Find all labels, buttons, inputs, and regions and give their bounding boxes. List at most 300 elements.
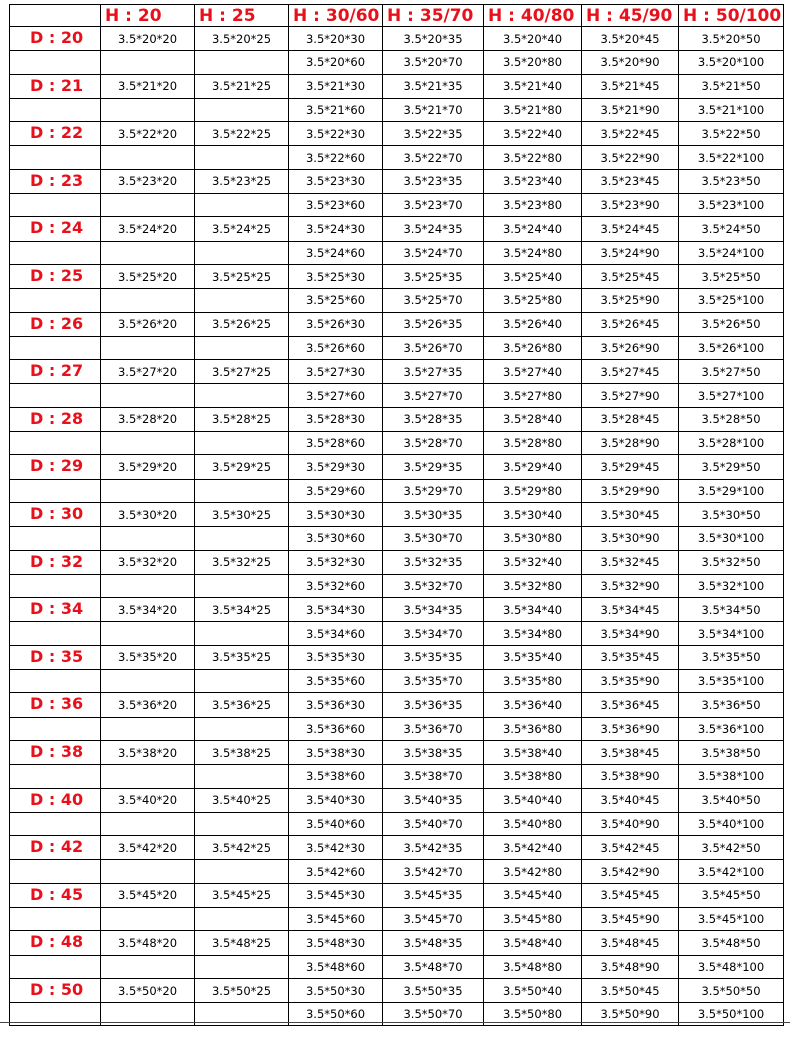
spec-cell: 3.5*23*20	[101, 169, 195, 193]
spec-cell: 3.5*34*80	[484, 622, 582, 645]
spec-cell: 3.5*27*25	[195, 360, 289, 384]
spec-cell	[101, 241, 195, 264]
spec-cell: 3.5*35*80	[484, 670, 582, 693]
table-row	[10, 122, 784, 146]
spec-cell: 3.5*22*70	[383, 146, 484, 169]
diameter-label: D : 48	[10, 931, 101, 955]
spec-cell: 3.5*29*30	[289, 455, 383, 479]
spec-cell: 3.5*22*35	[383, 122, 484, 146]
spec-cell: 3.5*23*50	[679, 169, 784, 193]
spec-cell: 3.5*45*50	[679, 883, 784, 907]
spec-cell: 3.5*35*40	[484, 645, 582, 669]
spec-cell: 3.5*21*90	[582, 98, 679, 121]
spec-cell: 3.5*26*90	[582, 336, 679, 359]
spec-cell: 3.5*23*35	[383, 169, 484, 193]
spec-cell: 3.5*30*40	[484, 502, 582, 526]
spec-cell: 3.5*36*30	[289, 693, 383, 717]
spec-cell: 3.5*34*60	[289, 622, 383, 645]
spec-cell: 3.5*30*100	[679, 527, 784, 550]
spec-cell	[101, 527, 195, 550]
spec-cell: 3.5*25*50	[679, 264, 784, 288]
column-header: H : 25	[195, 5, 289, 27]
spec-cell: 3.5*29*50	[679, 455, 784, 479]
spec-cell: 3.5*50*100	[679, 1003, 784, 1026]
page-bottom-rule	[0, 1022, 790, 1023]
blank-cell	[10, 622, 101, 645]
spec-cell: 3.5*20*100	[679, 51, 784, 74]
spec-cell: 3.5*27*20	[101, 360, 195, 384]
header-corner	[10, 5, 101, 27]
spec-cell: 3.5*29*100	[679, 479, 784, 502]
spec-cell: 3.5*24*20	[101, 217, 195, 241]
spec-cell: 3.5*42*20	[101, 836, 195, 860]
spec-cell: 3.5*40*25	[195, 788, 289, 812]
spec-cell: 3.5*30*50	[679, 502, 784, 526]
spec-cell: 3.5*48*35	[383, 931, 484, 955]
table-body	[10, 27, 784, 1026]
spec-cell: 3.5*22*30	[289, 122, 383, 146]
spec-cell	[195, 955, 289, 978]
blank-cell	[10, 907, 101, 930]
spec-cell	[195, 51, 289, 74]
spec-cell: 3.5*25*25	[195, 264, 289, 288]
spec-cell: 3.5*27*30	[289, 360, 383, 384]
column-header: H : 40/80	[484, 5, 582, 27]
spec-cell: 3.5*23*70	[383, 194, 484, 217]
spec-cell: 3.5*34*70	[383, 622, 484, 645]
spec-cell: 3.5*32*60	[289, 574, 383, 597]
blank-cell	[10, 717, 101, 740]
spec-cell: 3.5*28*60	[289, 432, 383, 455]
spec-cell: 3.5*25*40	[484, 264, 582, 288]
spec-cell	[101, 717, 195, 740]
spec-cell: 3.5*26*25	[195, 312, 289, 336]
table-row	[10, 51, 784, 74]
column-header: H : 30/60	[289, 5, 383, 27]
spec-cell: 3.5*20*40	[484, 27, 582, 51]
spec-cell: 3.5*26*50	[679, 312, 784, 336]
spec-cell: 3.5*29*80	[484, 479, 582, 502]
spec-cell	[195, 479, 289, 502]
spec-cell: 3.5*23*40	[484, 169, 582, 193]
table-row	[10, 27, 784, 51]
spec-cell: 3.5*50*35	[383, 978, 484, 1002]
spec-cell	[101, 432, 195, 455]
spec-cell: 3.5*26*70	[383, 336, 484, 359]
spec-cell: 3.5*40*100	[679, 812, 784, 835]
spec-cell: 3.5*40*80	[484, 812, 582, 835]
spec-cell: 3.5*30*30	[289, 502, 383, 526]
spec-cell: 3.5*29*35	[383, 455, 484, 479]
table-row	[10, 74, 784, 98]
spec-cell: 3.5*36*40	[484, 693, 582, 717]
spec-cell: 3.5*48*25	[195, 931, 289, 955]
spec-cell: 3.5*38*80	[484, 765, 582, 788]
spec-cell: 3.5*38*45	[582, 740, 679, 764]
spec-cell: 3.5*42*90	[582, 860, 679, 883]
table-row	[10, 836, 784, 860]
blank-cell	[10, 479, 101, 502]
spec-cell: 3.5*42*80	[484, 860, 582, 883]
spec-cell: 3.5*29*40	[484, 455, 582, 479]
blank-cell	[10, 146, 101, 169]
spec-cell: 3.5*20*80	[484, 51, 582, 74]
spec-cell: 3.5*25*35	[383, 264, 484, 288]
table-row	[10, 622, 784, 645]
table-row	[10, 598, 784, 622]
spec-cell	[101, 907, 195, 930]
table-row	[10, 241, 784, 264]
spec-cell: 3.5*42*50	[679, 836, 784, 860]
spec-cell: 3.5*24*70	[383, 241, 484, 264]
spec-cell: 3.5*45*35	[383, 883, 484, 907]
spec-cell: 3.5*21*20	[101, 74, 195, 98]
spec-cell: 3.5*35*100	[679, 670, 784, 693]
spec-cell: 3.5*20*35	[383, 27, 484, 51]
spec-cell: 3.5*34*50	[679, 598, 784, 622]
spec-cell: 3.5*50*90	[582, 1003, 679, 1026]
diameter-label: D : 38	[10, 740, 101, 764]
spec-cell: 3.5*20*45	[582, 27, 679, 51]
spec-cell: 3.5*27*90	[582, 384, 679, 407]
spec-cell: 3.5*48*90	[582, 955, 679, 978]
spec-cell: 3.5*24*45	[582, 217, 679, 241]
blank-cell	[10, 51, 101, 74]
blank-cell	[10, 98, 101, 121]
spec-cell: 3.5*27*80	[484, 384, 582, 407]
spec-cell: 3.5*22*80	[484, 146, 582, 169]
blank-cell	[10, 765, 101, 788]
spec-cell: 3.5*50*30	[289, 978, 383, 1002]
diameter-label: D : 42	[10, 836, 101, 860]
spec-cell: 3.5*22*40	[484, 122, 582, 146]
spec-cell: 3.5*30*45	[582, 502, 679, 526]
spec-cell: 3.5*21*80	[484, 98, 582, 121]
spec-cell: 3.5*29*90	[582, 479, 679, 502]
table-row	[10, 717, 784, 740]
spec-cell: 3.5*34*30	[289, 598, 383, 622]
column-header: H : 20	[101, 5, 195, 27]
spec-cell	[195, 289, 289, 312]
column-header: H : 35/70	[383, 5, 484, 27]
spec-cell: 3.5*38*100	[679, 765, 784, 788]
spec-cell: 3.5*21*100	[679, 98, 784, 121]
blank-cell	[10, 194, 101, 217]
spec-cell	[101, 955, 195, 978]
spec-cell: 3.5*24*40	[484, 217, 582, 241]
spec-cell: 3.5*25*90	[582, 289, 679, 312]
spec-cell: 3.5*30*90	[582, 527, 679, 550]
spec-cell: 3.5*27*60	[289, 384, 383, 407]
table-row	[10, 502, 784, 526]
spec-cell: 3.5*42*45	[582, 836, 679, 860]
spec-cell: 3.5*25*100	[679, 289, 784, 312]
table-row	[10, 455, 784, 479]
spec-cell	[195, 194, 289, 217]
spec-cell: 3.5*42*70	[383, 860, 484, 883]
spec-cell: 3.5*28*70	[383, 432, 484, 455]
blank-cell	[10, 527, 101, 550]
spec-cell: 3.5*45*30	[289, 883, 383, 907]
spec-cell: 3.5*25*60	[289, 289, 383, 312]
spec-cell: 3.5*29*70	[383, 479, 484, 502]
table-row	[10, 312, 784, 336]
table-row	[10, 955, 784, 978]
spec-cell: 3.5*35*60	[289, 670, 383, 693]
spec-cell: 3.5*48*50	[679, 931, 784, 955]
blank-cell	[10, 812, 101, 835]
spec-cell: 3.5*36*45	[582, 693, 679, 717]
blank-cell	[10, 241, 101, 264]
spec-cell: 3.5*28*35	[383, 407, 484, 431]
diameter-label: D : 36	[10, 693, 101, 717]
diameter-label: D : 34	[10, 598, 101, 622]
table-row	[10, 860, 784, 883]
spec-cell: 3.5*40*45	[582, 788, 679, 812]
spec-cell: 3.5*50*80	[484, 1003, 582, 1026]
table-row	[10, 931, 784, 955]
spec-cell	[195, 907, 289, 930]
spec-cell: 3.5*24*50	[679, 217, 784, 241]
table-row	[10, 169, 784, 193]
spec-cell: 3.5*24*25	[195, 217, 289, 241]
spec-cell: 3.5*28*40	[484, 407, 582, 431]
spec-cell: 3.5*35*70	[383, 670, 484, 693]
spec-cell: 3.5*26*35	[383, 312, 484, 336]
spec-cell: 3.5*36*35	[383, 693, 484, 717]
spec-cell: 3.5*45*100	[679, 907, 784, 930]
diameter-label: D : 22	[10, 122, 101, 146]
spec-cell: 3.5*32*45	[582, 550, 679, 574]
spec-cell: 3.5*30*70	[383, 527, 484, 550]
diameter-label: D : 24	[10, 217, 101, 241]
spec-cell: 3.5*45*60	[289, 907, 383, 930]
spec-cell	[195, 432, 289, 455]
spec-cell: 3.5*36*100	[679, 717, 784, 740]
spec-cell: 3.5*24*100	[679, 241, 784, 264]
spec-cell: 3.5*26*30	[289, 312, 383, 336]
spec-cell: 3.5*22*100	[679, 146, 784, 169]
table-row	[10, 765, 784, 788]
spec-cell: 3.5*22*45	[582, 122, 679, 146]
spec-cell	[101, 765, 195, 788]
blank-cell	[10, 574, 101, 597]
spec-cell	[195, 336, 289, 359]
spec-cell: 3.5*20*25	[195, 27, 289, 51]
spec-cell: 3.5*45*40	[484, 883, 582, 907]
spec-cell: 3.5*32*100	[679, 574, 784, 597]
spec-cell: 3.5*21*40	[484, 74, 582, 98]
spec-cell: 3.5*28*100	[679, 432, 784, 455]
spec-cell: 3.5*30*60	[289, 527, 383, 550]
spec-cell	[195, 717, 289, 740]
spec-cell: 3.5*32*50	[679, 550, 784, 574]
spec-cell: 3.5*40*35	[383, 788, 484, 812]
table-row	[10, 146, 784, 169]
spec-cell: 3.5*23*90	[582, 194, 679, 217]
spec-cell: 3.5*35*30	[289, 645, 383, 669]
spec-cell: 3.5*25*80	[484, 289, 582, 312]
spec-cell: 3.5*45*20	[101, 883, 195, 907]
spec-cell: 3.5*34*40	[484, 598, 582, 622]
diameter-label: D : 40	[10, 788, 101, 812]
spec-cell: 3.5*22*90	[582, 146, 679, 169]
spec-cell: 3.5*45*25	[195, 883, 289, 907]
spec-cell: 3.5*23*25	[195, 169, 289, 193]
spec-cell: 3.5*35*45	[582, 645, 679, 669]
spec-cell	[101, 812, 195, 835]
blank-cell	[10, 289, 101, 312]
spec-cell: 3.5*35*25	[195, 645, 289, 669]
spec-cell: 3.5*38*35	[383, 740, 484, 764]
spec-cell: 3.5*50*45	[582, 978, 679, 1002]
spec-cell: 3.5*34*100	[679, 622, 784, 645]
spec-cell: 3.5*42*30	[289, 836, 383, 860]
diameter-label: D : 45	[10, 883, 101, 907]
diameter-label: D : 25	[10, 264, 101, 288]
spec-cell: 3.5*23*60	[289, 194, 383, 217]
spec-cell: 3.5*36*60	[289, 717, 383, 740]
header-row	[10, 5, 784, 27]
spec-cell: 3.5*32*20	[101, 550, 195, 574]
spec-cell: 3.5*38*50	[679, 740, 784, 764]
spec-cell: 3.5*45*45	[582, 883, 679, 907]
spec-cell	[195, 670, 289, 693]
table-row	[10, 336, 784, 359]
spec-cell: 3.5*21*30	[289, 74, 383, 98]
spec-cell	[101, 479, 195, 502]
spec-cell: 3.5*21*25	[195, 74, 289, 98]
spec-cell	[101, 670, 195, 693]
table-row	[10, 479, 784, 502]
spec-cell: 3.5*29*45	[582, 455, 679, 479]
spec-cell: 3.5*29*60	[289, 479, 383, 502]
spec-cell	[195, 527, 289, 550]
spec-cell: 3.5*34*20	[101, 598, 195, 622]
spec-cell: 3.5*32*25	[195, 550, 289, 574]
spec-cell: 3.5*48*45	[582, 931, 679, 955]
spec-cell	[195, 812, 289, 835]
spec-cell: 3.5*38*60	[289, 765, 383, 788]
spec-cell	[195, 98, 289, 121]
spec-cell: 3.5*34*35	[383, 598, 484, 622]
spec-cell	[101, 860, 195, 883]
spec-cell: 3.5*36*50	[679, 693, 784, 717]
spec-cell: 3.5*40*90	[582, 812, 679, 835]
spec-cell: 3.5*50*20	[101, 978, 195, 1002]
spec-cell: 3.5*36*25	[195, 693, 289, 717]
table-row	[10, 527, 784, 550]
spec-cell: 3.5*20*90	[582, 51, 679, 74]
spec-cell: 3.5*40*50	[679, 788, 784, 812]
spec-cell: 3.5*36*20	[101, 693, 195, 717]
spec-cell: 3.5*48*100	[679, 955, 784, 978]
spec-cell: 3.5*40*70	[383, 812, 484, 835]
spec-cell: 3.5*32*35	[383, 550, 484, 574]
diameter-label: D : 23	[10, 169, 101, 193]
spec-cell: 3.5*25*30	[289, 264, 383, 288]
table-row	[10, 407, 784, 431]
spec-cell	[195, 765, 289, 788]
spec-cell: 3.5*26*20	[101, 312, 195, 336]
spec-cell: 3.5*35*90	[582, 670, 679, 693]
spec-cell: 3.5*36*80	[484, 717, 582, 740]
spec-cell: 3.5*24*90	[582, 241, 679, 264]
spec-cell	[101, 336, 195, 359]
spec-cell: 3.5*35*50	[679, 645, 784, 669]
spec-cell	[101, 384, 195, 407]
table-row	[10, 812, 784, 835]
spec-cell: 3.5*30*80	[484, 527, 582, 550]
spec-cell: 3.5*23*100	[679, 194, 784, 217]
spec-cell: 3.5*40*40	[484, 788, 582, 812]
spec-cell	[195, 241, 289, 264]
spec-cell: 3.5*20*50	[679, 27, 784, 51]
spec-cell	[101, 622, 195, 645]
spec-cell: 3.5*35*35	[383, 645, 484, 669]
spec-cell	[101, 289, 195, 312]
table-row	[10, 289, 784, 312]
spec-cell: 3.5*22*60	[289, 146, 383, 169]
blank-cell	[10, 860, 101, 883]
spec-cell: 3.5*20*20	[101, 27, 195, 51]
spec-cell: 3.5*21*60	[289, 98, 383, 121]
spec-cell: 3.5*27*35	[383, 360, 484, 384]
spec-cell: 3.5*50*40	[484, 978, 582, 1002]
spec-cell: 3.5*50*25	[195, 978, 289, 1002]
spec-cell: 3.5*21*50	[679, 74, 784, 98]
spec-cell: 3.5*48*60	[289, 955, 383, 978]
spec-cell: 3.5*28*25	[195, 407, 289, 431]
spec-cell: 3.5*35*20	[101, 645, 195, 669]
table-row	[10, 907, 784, 930]
spec-cell: 3.5*25*20	[101, 264, 195, 288]
spec-cell: 3.5*24*30	[289, 217, 383, 241]
spec-cell: 3.5*48*80	[484, 955, 582, 978]
spec-cell: 3.5*30*25	[195, 502, 289, 526]
table-row	[10, 360, 784, 384]
spec-cell: 3.5*50*70	[383, 1003, 484, 1026]
spec-cell: 3.5*50*60	[289, 1003, 383, 1026]
spec-cell: 3.5*42*100	[679, 860, 784, 883]
spec-cell: 3.5*48*30	[289, 931, 383, 955]
spec-cell: 3.5*27*40	[484, 360, 582, 384]
diameter-label: D : 26	[10, 312, 101, 336]
spec-cell: 3.5*40*20	[101, 788, 195, 812]
spec-cell: 3.5*21*70	[383, 98, 484, 121]
spec-cell: 3.5*40*60	[289, 812, 383, 835]
spec-cell: 3.5*28*30	[289, 407, 383, 431]
spec-cell: 3.5*38*70	[383, 765, 484, 788]
spec-cell	[195, 574, 289, 597]
spec-cell: 3.5*23*80	[484, 194, 582, 217]
spec-cell: 3.5*40*30	[289, 788, 383, 812]
spec-cell: 3.5*26*40	[484, 312, 582, 336]
diameter-label: D : 30	[10, 502, 101, 526]
table-row	[10, 432, 784, 455]
spec-cell: 3.5*20*30	[289, 27, 383, 51]
spec-cell	[195, 622, 289, 645]
spec-cell: 3.5*21*45	[582, 74, 679, 98]
spec-cell: 3.5*36*90	[582, 717, 679, 740]
spec-cell	[101, 98, 195, 121]
spec-cell: 3.5*45*80	[484, 907, 582, 930]
spec-cell: 3.5*36*70	[383, 717, 484, 740]
table-row	[10, 978, 784, 1002]
diameter-label: D : 28	[10, 407, 101, 431]
spec-cell: 3.5*38*90	[582, 765, 679, 788]
spec-cell: 3.5*21*35	[383, 74, 484, 98]
